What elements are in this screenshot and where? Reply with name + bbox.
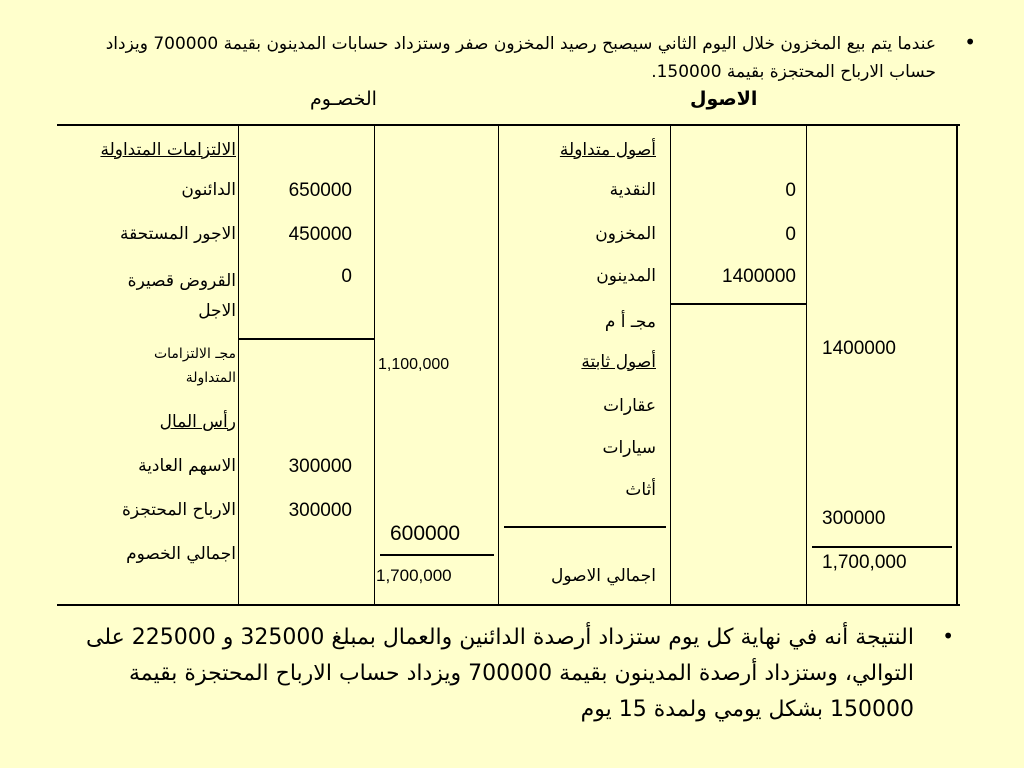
asset-debtors-label: المدينون: [596, 266, 656, 286]
liab-wages-label: الاجور المستحقة: [119, 224, 236, 244]
asset-cash-label: النقدية: [609, 180, 656, 200]
liab-wages-value: 450000: [288, 224, 352, 245]
asset-current-total-label: مجـ أ م: [604, 312, 656, 332]
liab-retained-value: 300000: [288, 500, 352, 521]
asset-fixed-title: أصول ثابتة: [581, 352, 656, 372]
asset-total-label: اجمالي الاصول: [551, 566, 656, 586]
liab-common-stock-value: 300000: [288, 456, 352, 477]
liab-total-label: اجمالي الخصوم: [126, 544, 236, 564]
column-divider: [498, 124, 499, 604]
asset-grand-total-value: 1,700,000: [822, 552, 907, 573]
liab-grand-total-value: 1,700,000: [376, 566, 452, 585]
asset-current-total-value: 1400000: [822, 338, 896, 359]
liab-current-total-label: مجـ الالتزامات المتداولة: [153, 346, 236, 386]
asset-furniture-label: أثاث: [625, 480, 656, 500]
asset-real-estate-label: عقارات: [603, 396, 656, 416]
liab-subtotal-rule: [238, 338, 374, 340]
liab-current-title: الالتزامات المتداولة: [100, 140, 236, 160]
equity-subtotal-rule: [380, 554, 494, 556]
liab-creditors-label: الدائنون: [181, 180, 236, 200]
column-divider: [806, 124, 807, 604]
liab-current-total-value: 1,100,000: [378, 356, 450, 373]
table-top-border: [57, 124, 960, 126]
table-bottom-border: [57, 604, 960, 606]
result-paragraph: النتيجة أنه في نهاية كل يوم ستزداد أرصدة الدائنين والعمال بمبلغ 325000 و 225000 على التوالي، وستزداد أرصدة المدينون بقيمة 700000 ويزداد حساب الارباح المحتجزة بقيمة 150000 بشكل يومي ولمدة 15 يوم: [86, 625, 914, 722]
asset-cars-label: سيارات: [602, 438, 656, 458]
liab-short-loans-label: القروض قصيرة الاجل: [127, 271, 236, 321]
asset-inventory-value: 0: [785, 224, 796, 245]
current-assets-rule: [670, 303, 806, 305]
column-divider: [374, 124, 375, 604]
liab-common-stock-label: الاسهم العادية: [138, 456, 236, 476]
liab-retained-label: الارباح المحتجزة: [121, 500, 236, 520]
bullet-icon: •: [964, 30, 976, 54]
asset-fixed-total-value: 300000: [822, 508, 886, 529]
equity-total-value: 600000: [390, 522, 461, 545]
liab-short-loans-value: 0: [341, 266, 352, 287]
assets-header: الاصول: [690, 88, 758, 110]
asset-cash-value: 0: [785, 180, 796, 201]
column-divider: [238, 124, 239, 604]
liab-creditors-value: 650000: [288, 180, 352, 201]
fixed-assets-rule: [504, 526, 666, 528]
column-divider: [670, 124, 671, 604]
intro-paragraph: عندما يتم بيع المخزون خلال اليوم الثاني سيصبح رصيد المخزون صفر وستزداد حسابات المدينون بقيمة 700000 ويزداد حساب الارباح المحتجزة بقيمة 150000.: [105, 34, 936, 82]
liabilities-header: الخصـوم: [310, 88, 377, 110]
asset-current-title: أصول متداولة: [559, 140, 656, 160]
asset-debtors-value: 1400000: [722, 266, 796, 287]
asset-inventory-label: المخزون: [595, 224, 656, 244]
bullet-icon: •: [942, 624, 954, 648]
table-right-border: [956, 124, 958, 606]
liab-capital-title: رأس المال: [159, 412, 236, 432]
asset-total-rule: [812, 546, 952, 548]
